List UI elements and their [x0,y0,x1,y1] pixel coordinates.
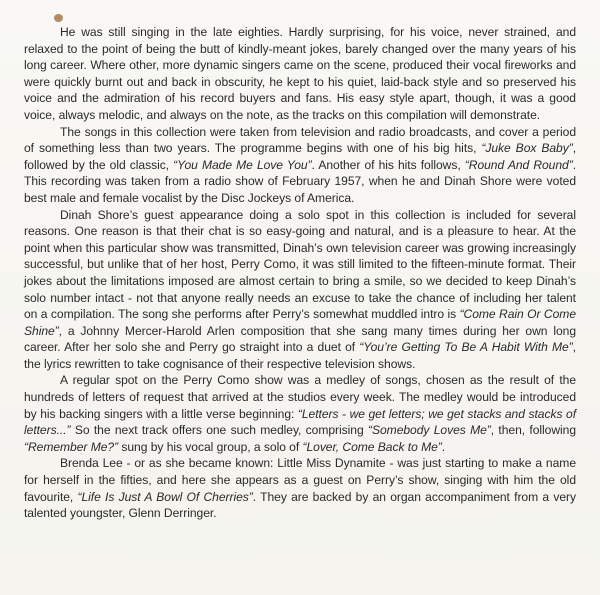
text-run: , the lyrics rewritten to take cognisance of their respective television shows. [24,340,576,371]
song-title: “Come Rain Or Come Shine” [24,307,576,338]
liner-notes-text [24,24,576,522]
text-run: sung by his vocal group, a solo of [118,439,303,454]
song-title: “Somebody Loves Me” [368,423,491,438]
ink-spot-mark [54,14,63,22]
song-title: “Round And Round” [464,157,573,172]
song-title: “Remember Me?” [24,439,119,454]
text-run: A regular spot on the Perry Como show was a medley of songs, chosen as the result of the hundreds of letters of request that arrived at the studios every week. The medley would be introduced by his backing singers with a little verse beginning: [24,373,576,421]
text-run: Dinah Shore’s guest appearance doing a solo spot in this collection is included for several reasons. One reason is that their chat is so easy-going and natural, and is a pleasure to hear. At the point when this particular show was transmitted, Dinah’s own television career was growing increasingly successful, but unlike that of her host, Perry Como, it was still limited to the fifteen-minute format. Their jokes about the limitations imposed are almost certain to bring a smile, so we decided to keep Dinah’s solo number intact - not that anyone really needs an excuse to take the chance of including her talent on a compilation. The song she performs after Perry’s somewhat muddled intro is [24,207,576,322]
paragraph-4 [24,372,576,455]
song-title: “You’re Getting To Be A Habit With Me” [359,340,573,355]
text-run: He was still singing in the late eighties. Hardly surprising, for his voice, never strained, and relaxed to the point of being the butt of kindly-meant jokes, barely changed over the many years of his long career. Where other, more dynamic singers came on the scene, produced their vocal fireworks and were quickly burnt out and back in obscurity, he kept to his quiet, laid-back style and so preserved his voice and the admiration of his record buyers and fans. His easy style apart, though, it was a good voice, always melodic, and always on the note, as the tracks on this compilation will demonstrate. [24,25,576,122]
song-title: “Lover, Come Back to Me” [302,439,442,454]
paragraph-2 [24,124,576,207]
text-run: , then, following [490,423,577,438]
song-title: “Juke Box Baby” [481,141,573,156]
paragraph-3 [24,207,576,373]
text-run: So the next track offers one such medley, comprising [70,423,368,438]
song-title: “You Made Me Love You” [173,157,312,172]
text-run: . Another of his hits follows, [311,157,465,172]
paragraph-1 [24,24,576,124]
text-run: . They are backed by an organ accompaniment from a very talented youngster, Glenn Derringer. [24,489,576,521]
text-run: The songs in this collection were taken from television and radio broadcasts, and cover a period of something less than two years. The programme begins with one of his big hits, [24,124,576,156]
song-title: “Letters - we get letters; we get stacks and stacks of letters...” [24,406,576,438]
text-run: . This recording was taken from a radio show of February 1957, when he and Dinah Shore were voted best male and female vocalist by the Disc Jockeys of America. [24,157,577,205]
text-run: , a Johnny Mercer-Harold Arlen composition that she sang many times during her own long career. After her solo she and Perry go straight into a duet of [24,323,576,355]
paragraph-5 [24,455,576,521]
song-title: “Life Is Just A Bowl Of Cherries” [77,489,253,504]
text-run: , followed by the old classic, [24,141,576,172]
text-run: Brenda Lee - or as she became known: Little Miss Dynamite - was just starting to make a name for herself in the fifties, and here she appears as a guest on Perry’s show, singing with him the old favourite, [24,456,576,504]
text-run: . [441,439,446,454]
